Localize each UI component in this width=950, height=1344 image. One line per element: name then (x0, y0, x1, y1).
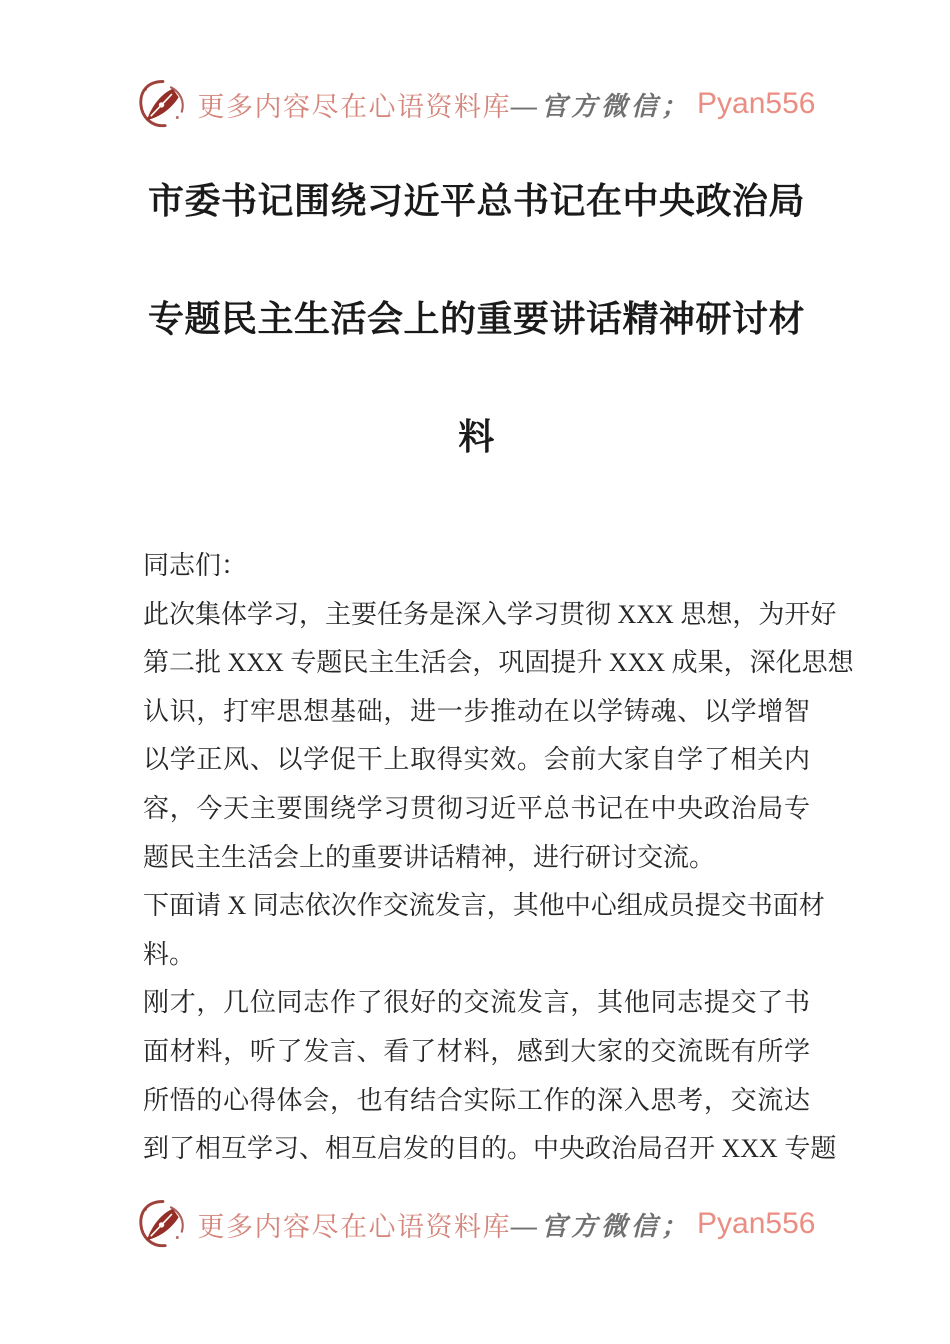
body-line: 料。 (143, 939, 196, 969)
paragraph (143, 979, 837, 1173)
title-line: 料 (458, 417, 495, 457)
paragraph (143, 591, 854, 883)
watermark-suffix-label: —官方微信； (511, 1211, 692, 1241)
document-title (143, 142, 810, 496)
body-line: 容，今天主要围绕学习贯彻习近平总书记在中央政治局专 (143, 793, 810, 823)
paragraph (143, 882, 825, 979)
body-line: 以学正风、以学促干上取得实效。会前大家自学了相关内 (143, 745, 810, 775)
body-line: 第二批 XXX 专题民主生活会，巩固提升 XXX 成果，深化思想 (143, 648, 854, 678)
watermark-brand-text: 更多内容尽在心语资料库 (197, 1211, 512, 1242)
title-line: 市委书记围绕习近平总书记在中央政治局 (147, 181, 805, 221)
watermark-brand-text: 更多内容尽在心语资料库 (197, 91, 512, 122)
header-watermark (0, 76, 950, 132)
body-line: 此次集体学习，主要任务是深入学习贯彻 XXX 思想，为开好 (143, 599, 837, 629)
body-line: 同志们： (143, 551, 248, 580)
body-line: 下面请 X 同志依次作交流发言，其他中心组成员提交书面材 (143, 891, 825, 921)
footer-watermark (0, 1196, 950, 1252)
body-line: 认识，打牢思想基础，进一步推动在以学铸魂、以学增智 (143, 696, 810, 726)
title-line: 专题民主生活会上的重要讲话精神研讨材 (147, 299, 805, 339)
body-line: 刚才，几位同志作了很好的交流发言，其他同志提交了书 (143, 988, 810, 1018)
body-line: 题民主生活会上的重要讲话精神，进行研讨交流。 (143, 842, 716, 872)
paragraph (143, 542, 810, 591)
watermark-wechat-id: Pyan556 (697, 87, 816, 120)
body-line: 面材料，听了发言、看了材料，感到大家的交流既有所学 (143, 1036, 810, 1066)
body-line: 到了相互学习、相互启发的目的。中央政治局召开 XXX 专题 (143, 1134, 837, 1164)
pen-nib-logo-icon (135, 1197, 189, 1251)
body-line: 所悟的心得体会，也有结合实际工作的深入思考，交流达 (143, 1085, 810, 1115)
document-body (143, 542, 854, 1174)
watermark-wechat-id: Pyan556 (697, 1207, 816, 1240)
watermark-suffix-label: —官方微信； (511, 91, 692, 121)
pen-nib-logo-icon (135, 77, 189, 131)
